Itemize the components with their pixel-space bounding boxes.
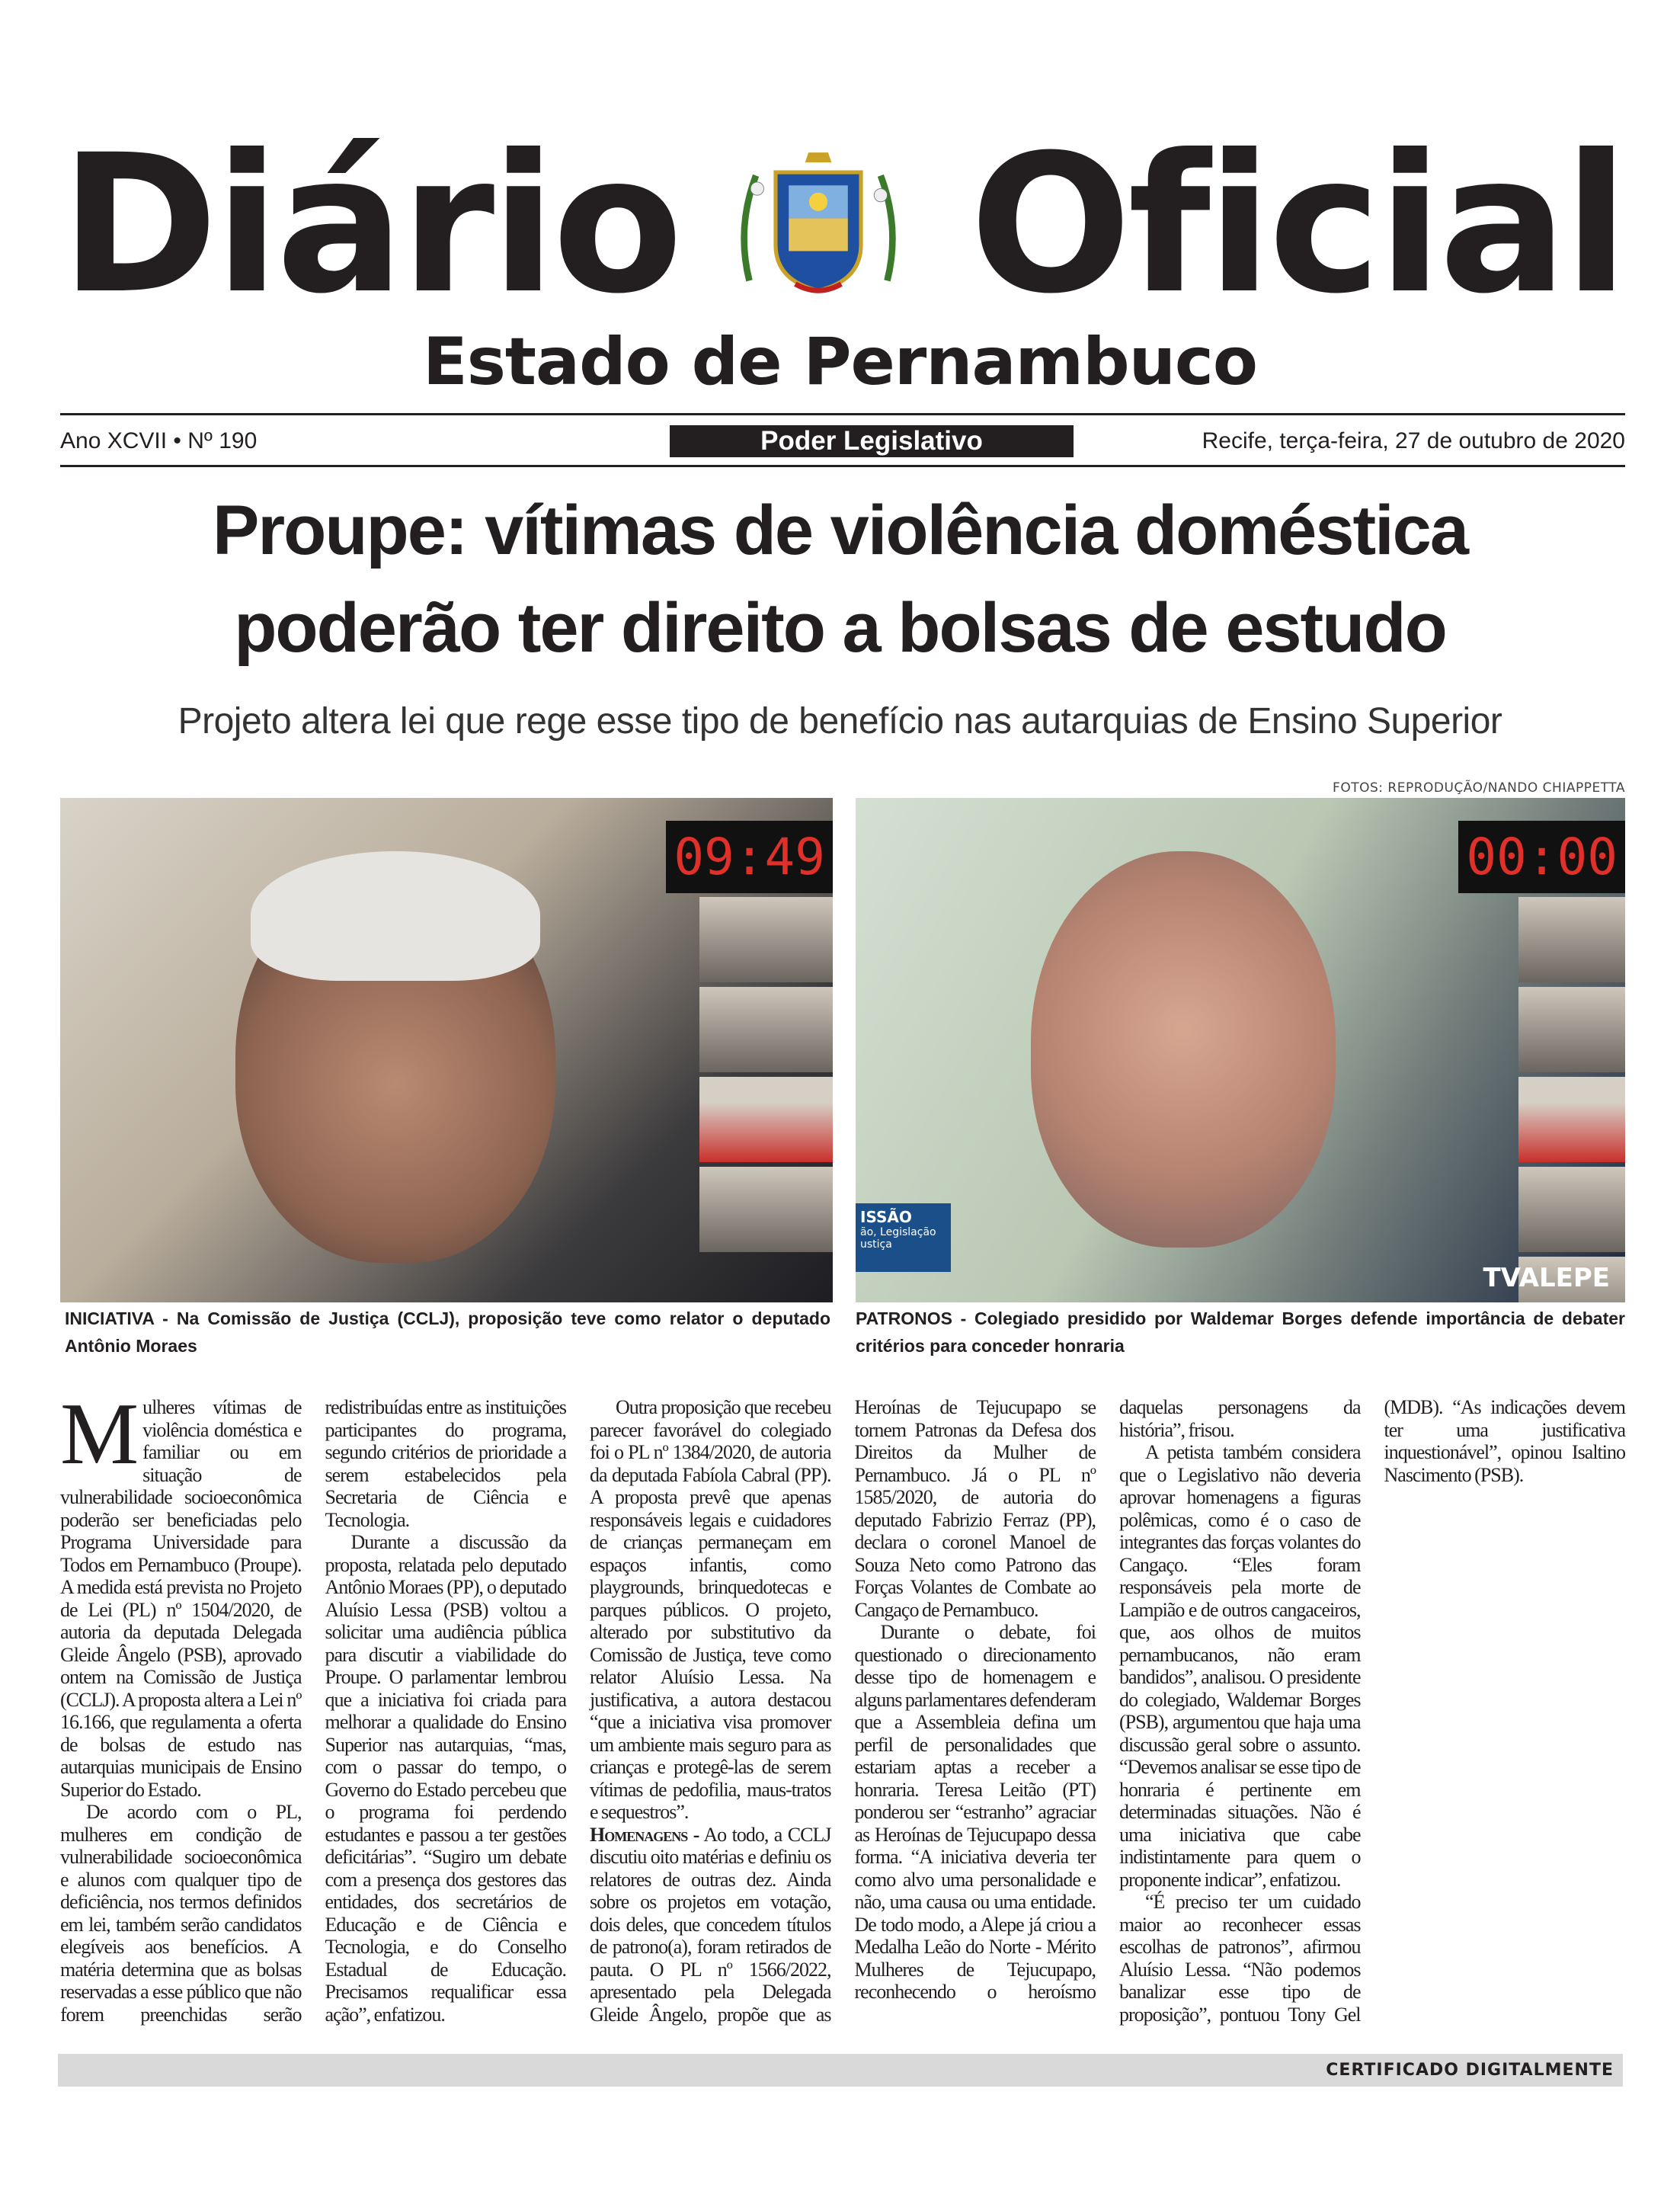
section-label: Poder Legislativo [670, 425, 1074, 457]
article-body [60, 1385, 1625, 2040]
photo-caption: INICIATIVA - Na Comissão de Justiça (CCLJ), proposição teve como relator o deputado Antônio Moraes [65, 1309, 830, 1356]
paragraph: “É preciso ter um cuidado maior ao reconhecer essas escolhas de patronos”, afirmou Aluísio Lessa. “Não podemos banalizar esse tipo de proposição”, pontuou Tony Gel (MDB). “As indicações devem ter uma justificativa inquestionável”, opinou Isaltino Nascimento (PSB). [1119, 1396, 1625, 2026]
paragraph: A petista também considera que o Legislativo não deveria aprovar homenagens a figuras polêmicas, como é o caso de integrantes das forças volantes do Cangaço. “Eles foram responsáveis pela morte de Lampião e de outros cangaceiros, que, aos olhos de muitos pernambucanos, não eram bandidos”, analisou. O presidente do colegiado, Waldemar Borges (PSB), argumentou que haja uma discussão geral sobre o assunto. “Devemos analisar se esse tipo de honraria é pertinente em determinadas situações. Não é uma iniciativa que cabe indistintamente para quem o proponente indicar”, enfatizou. [1119, 1441, 1361, 1891]
masthead-title-left: Diário [60, 114, 680, 335]
headline-line: Proupe: vítimas de violência doméstica [212, 492, 1468, 569]
paragraph [60, 1385, 302, 1801]
thumbnail [1518, 987, 1625, 1072]
thumbnail [1518, 897, 1625, 982]
headline [46, 482, 1634, 677]
thumbnail [699, 1077, 833, 1162]
tv-lower-third [856, 1203, 951, 1272]
digital-certification-label: CERTIFICADO DIGITALMENTE [1326, 2061, 1614, 2080]
section-subhead: Homenagens - [590, 1823, 699, 1846]
paragraph: Durante a discussão da proposta, relatada pelo deputado Antônio Moraes (PP), o deputado Aluísio Lessa (PSB) voltou a solicitar uma audiência pública para discutir a viabilidade do Proupe. O parlamentar lembrou que a iniciativa foi criada para melhorar a qualidade do Ensino Superior nas autarquias, “mas, com o passar do tempo, o Governo do Estado percebeu que o programa foi perdendo estudantes e passou a ter gestões deficitárias”. “Sugiro um debate com a presença dos gestores das entidades, dos secretários de Educação e de Ciência e Tecnologia, e do Conselho Estadual de Educação. Precisamos requalificar essa ação”, enfatizou. [325, 1531, 566, 2026]
lower-third-title: ISSÃO [860, 1208, 912, 1226]
paragraph-text: Ao todo, a CCLJ discutiu oito matérias e definiu os relatores de outras dez. Ainda sobre os projetos em votação, dois deles, que concedem títulos de patrono(a), foram retirados de pauta. O PL nº 1566/2022, apresentado pela Delegada Gleide Ângelo, propõe que as Heroínas de Tejucupapo se tornem Patronas da Defesa dos Direitos da Mulher de Pernambuco. Já o PL nº 1585/2020, de autoria do deputado Fabrizio Ferraz (PP), declara o coronel Manoel de Souza Neto como Patrono das Forças Volantes de Combate ao Cangaço de Pernambuco. [590, 1396, 1096, 2026]
coat-of-arms-icon [723, 141, 914, 309]
paragraph: Outra proposição que recebeu parecer favorável do colegiado foi o PL nº 1384/2020, de autoria da deputada Fabíola Cabral (PP). A proposta prevê que apenas responsáveis legais e cuidadores de crianças permaneçam em espaços infantis, como playgrounds, brinquedotecas e parques públicos. O projeto, alterado por substitutivo da Comissão de Justiça, teve como relator Aluísio Lessa. Na justificativa, a autora destacou “que a iniciativa visa promover um ambiente mais seguro para as crianças e protegê-las de serem vítimas de pedofilia, maus-tratos e sequestros”. [590, 1396, 831, 1823]
masthead-title-right: Oficial [969, 114, 1625, 335]
masthead-state: Estado de Pernambuco [423, 324, 1257, 400]
footer-bar [58, 2054, 1623, 2087]
paragraph: Durante o debate, foi questionado o direcionamento desse tipo de homenagem e alguns parlamentares defenderam que a Assembleia defina um perfil de personalidades que estariam aptas a receber a honraria. Teresa Leitão (PT) ponderou ser “estranho” agraciar as Heroínas de Tejucupapo dessa forma. “A iniciativa deveria ter como alvo uma personalidade e não, uma causa ou uma entidade. De todo modo, a Alepe já criou a Medalha Leão do Norte - Mérito Mulheres de Tejucupapo, reconhecendo o heroísmo daquelas personagens da história”, frisou. [854, 1396, 1361, 2003]
thumbnail [699, 987, 833, 1072]
thumbnail [699, 897, 833, 982]
timer-display: 09:49 [666, 821, 833, 893]
timer-display: 00:00 [1458, 821, 1625, 893]
issue-number: Ano XCVII • Nº 190 [60, 428, 258, 453]
divider [60, 465, 1625, 467]
drop-cap: M [60, 1385, 139, 1483]
video-thumbnails [1518, 897, 1625, 1302]
paragraph-text: ulheres vítimas de violência doméstica e familiar ou em situação de vulnerabilidade socioeconômica poderão ser beneficiadas pelo Programa Universidade para Todos em Pernambuco (Proupe). A medida está prevista no Projeto de Lei (PL) nº 1504/2020, de autoria da deputada Delegada Gleide Ângelo (PSB), aprovado ontem na Comissão de Justiça (CCLJ). A proposta altera a Lei nº 16.166, que regulamenta a oferta de bolsas de estudo nas autarquias municipais de Ensino Superior do Estado. [60, 1396, 302, 1801]
photo-caption: PATRONOS - Colegiado presidido por Waldemar Borges defende importância de debater critérios para conceder honraria [856, 1309, 1625, 1356]
issue-date: Recife, terça-feira, 27 de outubro de 2020 [1202, 428, 1625, 453]
lower-third-text: ustiça [860, 1238, 892, 1251]
thumbnail [1518, 1077, 1625, 1162]
masthead [60, 114, 1625, 335]
thumbnail [1518, 1167, 1625, 1252]
photo-credit: FOTOS: REPRODUÇÃO/NANDO CHIAPPETTA [1333, 780, 1625, 796]
speaker-face [1031, 851, 1336, 1248]
photo-antonio-moraes [60, 798, 833, 1302]
lower-third-text: ão, Legislação [860, 1226, 936, 1238]
video-thumbnails [699, 897, 833, 1257]
divider [60, 413, 1625, 415]
thumbnail [699, 1167, 833, 1252]
headline-line: poderão ter direito a bolsas de estudo [234, 589, 1446, 667]
subheadline: Projeto altera lei que rege esse tipo de benefício nas autarquias de Ensino Superior [178, 701, 1502, 742]
tv-alepe-logo: TVALEPE [1483, 1263, 1610, 1293]
speaker-hair [251, 851, 540, 981]
paragraph: De acordo com o PL, mulheres em condição de vulnerabilidade socioeconômica e alunos com qualquer tipo de deficiência, nos termos definidos em lei, também serão candidatos elegíveis aos benefícios. A matéria determina que as bolsas reservadas a esse público que não forem preenchidas serão redistribuídas entre as instituições participantes do programa, segundo critérios de prioridade a serem estabelecidos pela Secretaria de Ciência e Tecnologia. [60, 1396, 566, 2026]
issue-strip [60, 424, 1625, 459]
photo-waldemar-borges [856, 798, 1625, 1302]
